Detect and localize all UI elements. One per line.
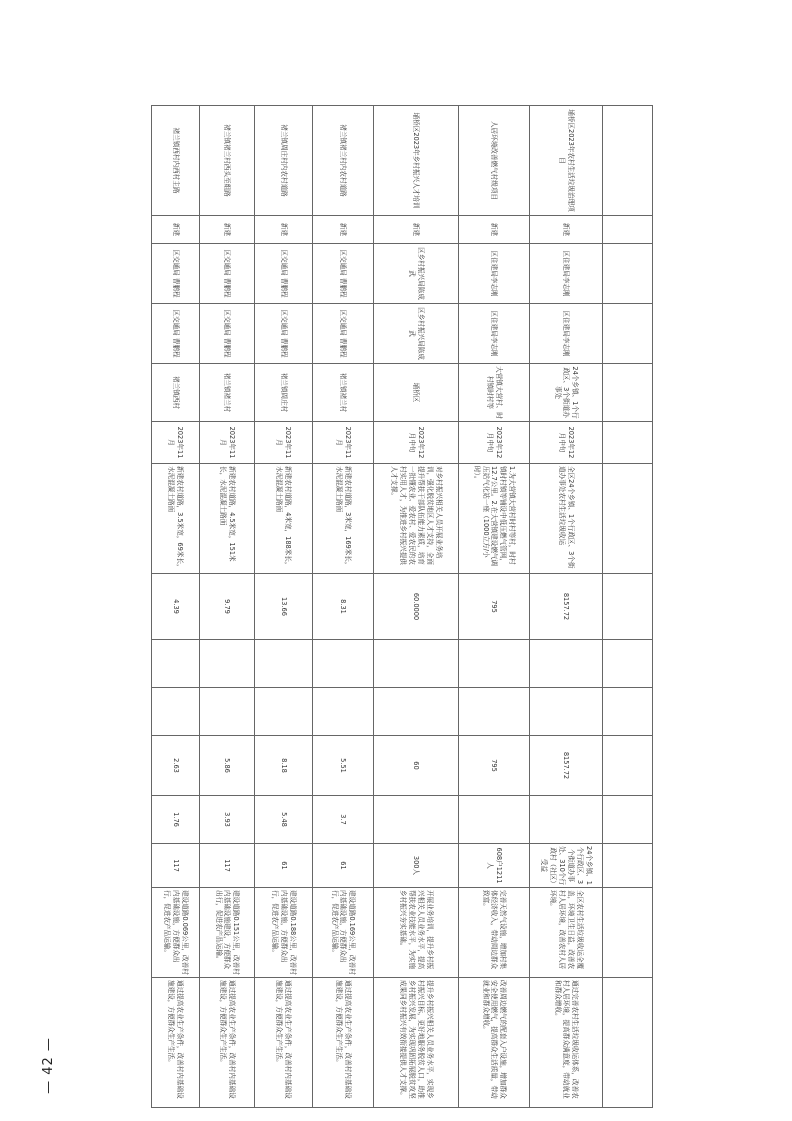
cell: [374, 688, 459, 736]
cell: 区交通局 曹鹏程: [255, 304, 313, 364]
cell: [459, 688, 530, 736]
cell: 13.66: [255, 574, 313, 640]
cell: [603, 796, 653, 844]
cell: 24个乡镇、1个行政区、3个街道办事处、310个行政村（社区）受益: [530, 844, 603, 888]
cell: [603, 978, 653, 1108]
cell: [459, 640, 530, 688]
cell: 区交通局 曹鹏程: [313, 244, 374, 304]
cell: [313, 640, 374, 688]
cell: 区住建局李志刚: [459, 304, 530, 364]
table-row: [459, 106, 530, 1108]
cell: 区交通局 曹鹏程: [200, 304, 255, 364]
cell: 建设道路0.169公里，改善村内基础设施，方便群众出行，促进农产品运输。: [313, 888, 374, 978]
cell: [603, 844, 653, 888]
cell: 8157.72: [530, 736, 603, 796]
cell: [603, 304, 653, 364]
cell: 8.18: [255, 736, 313, 796]
cell: 新建: [459, 216, 530, 244]
cell: 4.39: [152, 574, 200, 640]
cell: 对乡村振兴相关人员开展业务培训，强化脱贫地区人才支持，全面提升帮扶干部队伍能力素质，培育一批懂农业、爱农村、爱农民的农村实用人才，为推进乡村振兴提供人才支撑。: [374, 464, 459, 574]
table-row: [313, 106, 374, 1108]
table-row: [603, 106, 653, 1108]
cell: 提升乡村振兴相关人员业务水平，实现乡村振兴目标，更好地服务脱贫人口，助推乡村振兴发展，为实现巩固拓展脱贫攻坚成果同乡村振兴有效衔接提供人才支撑。: [374, 978, 459, 1108]
cell: 新建: [200, 216, 255, 244]
cell: 2023年11月: [313, 422, 374, 464]
cell: 2023年11月: [152, 422, 200, 464]
cell: 117: [152, 844, 200, 888]
cell: [603, 106, 653, 216]
table-row: [530, 106, 603, 1108]
cell: 区住建局李志刚: [459, 244, 530, 304]
cell: 新建: [313, 216, 374, 244]
cell: 区交通局 曹鹏程: [255, 244, 313, 304]
cell: [530, 688, 603, 736]
page-number: — 42 —: [40, 1036, 56, 1094]
cell: 区交通局 曹鹏程: [152, 244, 200, 304]
cell: [313, 688, 374, 736]
cell: [530, 640, 603, 688]
cell: 2023年12月中旬: [374, 422, 459, 464]
cell: 人居环境改善燃气村级项目: [459, 106, 530, 216]
cell: 区交通局 曹鹏程: [152, 304, 200, 364]
cell: 新建: [530, 216, 603, 244]
cell: [603, 888, 653, 978]
cell: [603, 574, 653, 640]
cell: [152, 640, 200, 688]
cell: 新建农村道路，3.5米宽，69米长，水泥混凝土路面: [152, 464, 200, 574]
cell: [603, 688, 653, 736]
cell: 建设道路0.151公里，改善村内基础设施建设，方便群众出行，促进农产品运输。: [200, 888, 255, 978]
cell: 建设道路0.069公里，改善村内基础设施，方便群众出行，促进农产品运输。: [152, 888, 200, 978]
cell: 全区24个乡镇、1个行政区、3个街道办事处农村生活垃圾收运: [530, 464, 603, 574]
cell: 褚兰镇褚兰村西头至组路: [200, 106, 255, 216]
cell: 5.86: [200, 736, 255, 796]
cell: [200, 640, 255, 688]
cell: 61: [255, 844, 313, 888]
cell: 全区农村生活垃圾收运全覆盖，环境卫生日益，改善农村人居环境，改善农村人居环境。: [530, 888, 603, 978]
cell: [603, 364, 653, 422]
cell: [200, 688, 255, 736]
cell: 300人: [374, 844, 459, 888]
cell: [374, 796, 459, 844]
cell: 2023年11月: [255, 422, 313, 464]
cell: 61: [313, 844, 374, 888]
cell: [255, 640, 313, 688]
cell: 褚兰镇周庄村内农村道路: [255, 106, 313, 216]
cell: 通过完善农村生活垃圾收运体系，改善农村人居环境，提高群众满意度，带动就业和群众增收。: [530, 978, 603, 1108]
cell: 795: [459, 574, 530, 640]
cell: 区住建局李志刚: [530, 244, 603, 304]
cell: [603, 244, 653, 304]
cell: [152, 688, 200, 736]
cell: 60.0000: [374, 574, 459, 640]
cell: 褚兰镇褚兰村: [200, 364, 255, 422]
cell: 608户1211人: [459, 844, 530, 888]
cell: 2023年12月中旬: [530, 422, 603, 464]
cell: [459, 796, 530, 844]
cell: 褚兰镇褚兰村内农村道路: [313, 106, 374, 216]
cell: 区交通局 曹鹏程: [200, 244, 255, 304]
cell: 8157.72: [530, 574, 603, 640]
cell: 埇桥区: [374, 364, 459, 422]
cell: [255, 688, 313, 736]
cell: [374, 640, 459, 688]
cell: 褚兰镇褚兰村: [313, 364, 374, 422]
cell: 新建: [374, 216, 459, 244]
cell: 新建: [152, 216, 200, 244]
table-row: [374, 106, 459, 1108]
cell: [530, 796, 603, 844]
cell: 改善周边燃气的配套入户设施，增加群众安全使用燃气，提高群众生活质量，带动就业和群众增收。: [459, 978, 530, 1108]
table-row: [255, 106, 313, 1108]
cell: 埇桥区2023年乡村振兴人才培训: [374, 106, 459, 216]
cell: 5.51: [313, 736, 374, 796]
cell: 完善天然气设施，增加村集体经济收入，带动周边群众致富。: [459, 888, 530, 978]
cell: 2023年11月: [200, 422, 255, 464]
cell: 通过提高农业生产条件，改善村内基础设施建设，方便群众生产生活。: [255, 978, 313, 1108]
cell: 3.93: [200, 796, 255, 844]
cell: 区交通局 曹鹏程: [313, 304, 374, 364]
cell: 区乡村振兴局陈成武: [374, 304, 459, 364]
cell: [603, 464, 653, 574]
cell: 褚兰镇周庄村: [255, 364, 313, 422]
cell: 区住建局李志刚: [530, 304, 603, 364]
cell: [603, 736, 653, 796]
cell: 新建农村道路，4.5米宽，151米长，水泥混凝土路面: [200, 464, 255, 574]
table-row: [200, 106, 255, 1108]
cell: 1.为大营镇大营村时村等村，时村镇时村镇等铺设中低压燃气管网，12.7公里。2.在大营镇建设燃气调压站气化站一座（1000立方/小时）。: [459, 464, 530, 574]
cell: [603, 216, 653, 244]
cell: 2023年12月中旬: [459, 422, 530, 464]
cell: 3.7: [313, 796, 374, 844]
cell: 通过提高农业生产条件，改善村内基础设施建设，方便群众生产生活。: [152, 978, 200, 1108]
cell: 117: [200, 844, 255, 888]
cell: 埇桥区2023年农村生活垃圾治理项目: [530, 106, 603, 216]
cell: 通过提高农业生产条件，改善村内基础设施建设，方便群众生产生活。: [200, 978, 255, 1108]
cell: 新建: [255, 216, 313, 244]
cell: 区乡村振兴局陈成武: [374, 244, 459, 304]
cell: 60: [374, 736, 459, 796]
cell: [603, 640, 653, 688]
cell: 褚兰镇西村内西村主路: [152, 106, 200, 216]
cell: 795: [459, 736, 530, 796]
table-row: [152, 106, 200, 1108]
cell: 5.48: [255, 796, 313, 844]
cell: 9.79: [200, 574, 255, 640]
cell: 2.63: [152, 736, 200, 796]
cell: 大营镇大营村、时村镇时村等: [459, 364, 530, 422]
cell: 新建农村道路，4米宽，188米长，水泥混凝土路面: [255, 464, 313, 574]
cell: 24个乡镇、1个行政区、3个街道办事处: [530, 364, 603, 422]
cell: 新建农村道路，3米宽，169米长，水泥混凝土路面: [313, 464, 374, 574]
cell: [603, 422, 653, 464]
cell: 通过提高农业生产条件，改善村内基础设施建设，方便群众生产生活。: [313, 978, 374, 1108]
cell: 建设道路0.188公里，改善村内基础设施，方便群众出行，促进农产品运输。: [255, 888, 313, 978]
project-table: [152, 105, 653, 1107]
cell: 褚兰镇西村: [152, 364, 200, 422]
cell: 开展业务培训，提升乡村振兴相关人员业务水平，提高帮扶农业技能水平，为实施乡村振兴夯实基础。: [374, 888, 459, 978]
cell: 8.31: [313, 574, 374, 640]
cell: 1.76: [152, 796, 200, 844]
